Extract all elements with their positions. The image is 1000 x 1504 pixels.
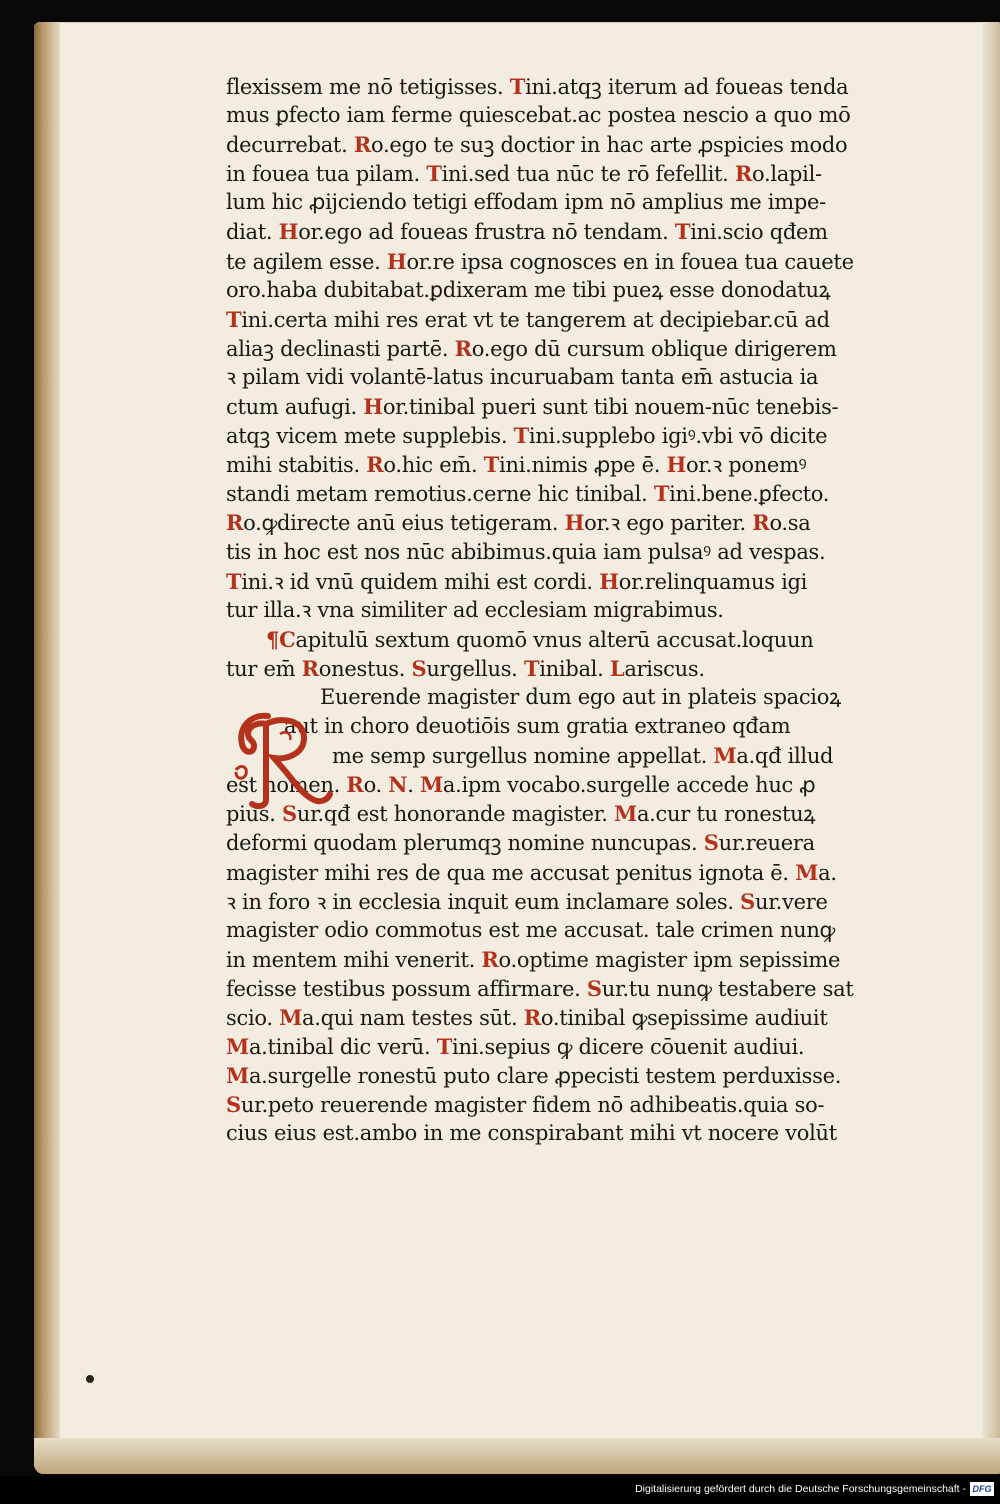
text-line xyxy=(226,828,906,857)
text-line xyxy=(226,305,906,334)
text-run: o. xyxy=(363,773,389,798)
rubric-letter: T xyxy=(426,161,442,187)
text-run: in mentem mihi venerit. xyxy=(226,947,482,972)
rubric-letter: R xyxy=(353,132,371,158)
rubric-letter: S xyxy=(586,975,602,1001)
text-run: mihi stabitis. xyxy=(226,453,367,478)
rubric-letter: T xyxy=(674,219,691,245)
rubric-letter: R xyxy=(301,655,319,681)
rubric-letter: M xyxy=(226,1063,249,1089)
text-line xyxy=(226,1032,906,1061)
rubric-letter: R xyxy=(346,772,364,798)
text-run: o.sa xyxy=(769,511,811,536)
text-run: diat. xyxy=(226,220,279,245)
text-run: apitulū sextum quomō vnus alterū accusat.loquun xyxy=(295,627,814,652)
rubric-letter: H xyxy=(564,510,585,536)
text-run: tis in hoc est nos nūc abibimus.quia iam pulsaꝰ ad vespas. xyxy=(226,539,826,564)
text-run: a.qui nam testes sūt. xyxy=(302,1006,524,1030)
text-line xyxy=(226,1003,906,1032)
rubric-letter: R xyxy=(226,510,244,536)
text-run: a.ipm vocabo.surgelle accede huc ꝓ xyxy=(442,773,816,798)
text-run: or.re ipsa cognosces en in fouea tua cauete xyxy=(406,249,854,274)
text-run: magister odio commotus est me accusat. tale crimen nunꝙ xyxy=(226,917,836,942)
text-line xyxy=(226,567,906,596)
text-run: ꝛ in foro ꝛ in ecclesia inquit eum inclamare soles. xyxy=(226,889,741,914)
text-run: ur.reuera xyxy=(718,831,815,856)
rubric-letter: M xyxy=(279,1005,303,1030)
text-run: ini.supplebo igiꝰ.vbi vō dicite xyxy=(528,424,828,449)
text-run: urgellus. xyxy=(426,656,524,681)
text-run: o.optime magister ipm sepissime xyxy=(498,947,841,972)
text-line xyxy=(226,130,906,159)
text-line xyxy=(226,101,906,130)
page-right-edge xyxy=(982,22,1000,1474)
text-line xyxy=(226,1061,906,1090)
text-run: onestus. xyxy=(318,656,412,681)
rubric-letter: T xyxy=(523,655,540,681)
rubric-letter: H xyxy=(278,219,299,245)
text-run: ini.bene.ꝑfecto. xyxy=(669,482,830,507)
text-run: o.ego dū cursum oblique dirigerem xyxy=(471,336,837,361)
rubric-letter: T xyxy=(653,481,670,507)
text-line xyxy=(226,916,906,945)
decorated-initial-r xyxy=(230,710,340,810)
text-run: ini.scio qđem xyxy=(690,220,828,245)
text-line xyxy=(226,247,906,276)
text-line xyxy=(226,945,906,974)
text-line xyxy=(226,217,906,246)
text-line xyxy=(226,508,906,537)
page-mark-dot xyxy=(86,1375,94,1383)
rubric-letter: T xyxy=(483,452,500,478)
rubric-letter: C xyxy=(279,626,296,652)
text-line xyxy=(226,625,906,654)
text-run: ariscus. xyxy=(624,656,705,681)
text-run: a. xyxy=(818,860,837,885)
text-run: or.relinquamus igi xyxy=(618,569,808,594)
text-line xyxy=(226,479,906,508)
rubric-letter: R xyxy=(734,161,753,187)
text-run: ini.sed tua nūc te rō fefellit. xyxy=(441,162,735,187)
rubric-letter: N xyxy=(388,772,408,798)
text-line xyxy=(226,72,906,101)
text-run: ini.atqꝫ iterum ad foueas tenda xyxy=(525,75,849,99)
text-run: oro.haba dubitabat.ꝑdixeram me tibi pueꝝ esse donodatuꝝ xyxy=(226,277,831,302)
text-run: or.tinibal pueri sunt tibi nouem-nūc tenebis- xyxy=(382,395,839,420)
text-run: o.ego te suꝫ doctior in hac arte ꝓspicies modo xyxy=(370,133,848,158)
text-run: scio. xyxy=(226,1006,280,1030)
text-run: pius. xyxy=(226,802,283,827)
rubric-letter: M xyxy=(419,772,443,798)
text-run: a.cur tu ronestuꝝ xyxy=(636,802,816,827)
rubric-letter: L xyxy=(609,655,625,681)
text-run: in fouea tua pilam. xyxy=(226,162,427,187)
rubric-letter: S xyxy=(740,888,756,914)
text-line xyxy=(226,683,906,712)
text-run: flexissem me nō tetigisses. xyxy=(226,75,510,99)
text-block xyxy=(226,72,906,1148)
rubric-letter: ¶ xyxy=(266,626,280,652)
rubric-letter: S xyxy=(226,1092,241,1118)
dfg-logo: DFG xyxy=(970,1482,994,1496)
text-line xyxy=(226,450,906,479)
text-run: ini.sepius ꝙ dicere cōuenit audiui. xyxy=(452,1035,805,1060)
text-run: ꝛ pilam vidi volantē-latus incuruabam tanta em̄ astucia ia xyxy=(226,364,819,389)
rubric-letter: R xyxy=(454,335,472,361)
text-run: lum hic ꝓijciendo tetigi effodam ipm nō amplius me impe- xyxy=(226,190,826,215)
text-run: a.tinibal dic verū. xyxy=(248,1035,437,1060)
rubric-letter: H xyxy=(666,452,687,478)
text-run: ctum aufugi. xyxy=(226,395,364,420)
footer-credit-text: Digitalisierung gefördert durch die Deutsche Forschungsgemeinschaft - xyxy=(635,1483,966,1495)
text-run: decurrebat. xyxy=(226,133,354,158)
rubric-letter: M xyxy=(795,859,819,885)
rubric-letter: T xyxy=(509,74,526,99)
text-run: o.tinibal ꝙsepissime audiuit xyxy=(540,1006,828,1030)
text-run: ur.tu nunꝙ testabere sat xyxy=(601,976,854,1001)
rubric-letter: H xyxy=(386,248,407,274)
text-run: a.qđ illud xyxy=(736,744,834,769)
rubric-letter: T xyxy=(513,423,529,449)
text-run: aliaꝫ declinasti partē. xyxy=(226,336,455,361)
text-run: magister mihi res de qua me accusat penitus ignota ē. xyxy=(226,860,796,885)
rubric-letter: T xyxy=(226,568,242,594)
rubric-letter: R xyxy=(481,946,499,972)
text-run: tur em̄ xyxy=(226,656,302,681)
footer-bar xyxy=(0,1476,1000,1504)
rubric-letter: M xyxy=(713,743,737,769)
rubric-letter: H xyxy=(363,394,383,420)
text-run: mus ꝑfecto iam ferme quiescebat.ac postea nescio a quo mō xyxy=(226,103,851,128)
text-run: deformi quodam plerumqꝫ nomine nuncupas. xyxy=(226,831,704,856)
text-run: ini.certa mihi res erat vt te tangerem at decipiebar.cū ad xyxy=(241,307,830,332)
text-run: est nomen. xyxy=(226,773,347,798)
text-run: inibal. xyxy=(539,656,610,681)
rubric-letter: S xyxy=(411,655,427,681)
text-run: ini.ꝛ id vnū quidem mihi est cordi. xyxy=(241,569,600,594)
page-gutter-edge xyxy=(34,22,60,1474)
text-line xyxy=(226,1119,906,1148)
rubric-letter: S xyxy=(282,801,297,827)
text-run: tur illa.ꝛ vna similiter ad ecclesiam migrabimus. xyxy=(226,597,724,622)
rubric-letter: R xyxy=(752,510,770,536)
rubric-letter: R xyxy=(523,1005,541,1030)
text-line xyxy=(226,334,906,363)
rubric-letter: M xyxy=(614,801,637,827)
text-line xyxy=(226,188,906,217)
text-line xyxy=(226,538,906,567)
text-line xyxy=(226,654,906,683)
text-run: aut in choro deuotiōis sum gratia extraneo qđam xyxy=(284,714,791,739)
page-bottom-edge xyxy=(34,1438,1000,1474)
rubric-letter: M xyxy=(226,1034,249,1060)
text-line xyxy=(226,159,906,188)
text-run: me semp surgellus nomine appellat. xyxy=(332,744,714,769)
text-line xyxy=(226,858,906,887)
text-line xyxy=(226,392,906,421)
text-line xyxy=(226,363,906,392)
text-line xyxy=(226,974,906,1003)
text-run: or.ego ad foueas frustra nō tendam. xyxy=(298,220,675,245)
text-run: atqꝫ vicem mete supplebis. xyxy=(226,424,514,449)
text-run: o.lapil- xyxy=(752,162,822,187)
text-run: o.hic em̄. xyxy=(383,453,484,478)
text-run: ur.vere xyxy=(755,889,828,914)
text-run: a.surgelle ronestū puto clare ꝓpecisti testem perduxisse. xyxy=(248,1064,842,1089)
text-run: Euerende magister dum ego aut in plateis spacioꝝ xyxy=(320,684,841,709)
text-line xyxy=(226,421,906,450)
text-line xyxy=(226,596,906,625)
text-line xyxy=(226,887,906,916)
rubric-letter: T xyxy=(226,306,242,332)
text-run: te agilem esse. xyxy=(226,249,387,274)
text-run: . xyxy=(407,773,420,798)
text-run: or.ꝛ ego pariter. xyxy=(584,511,753,536)
text-run: ur.qđ est honorande magister. xyxy=(296,802,614,827)
text-line xyxy=(226,276,906,305)
text-line xyxy=(226,1090,906,1119)
text-run: standi metam remotius.cerne hic tinibal. xyxy=(226,482,654,507)
text-run: o.ꝙdirecte anū eius tetigeram. xyxy=(243,511,565,536)
text-run: ini.nimis ꝓpe ē. xyxy=(499,453,667,478)
text-run: ur.peto reuerende magister fidem nō adhibeatis.quia so- xyxy=(240,1093,825,1118)
text-run: cius eius est.ambo in me conspirabant mihi vt nocere volūt xyxy=(226,1121,837,1146)
rubric-letter: R xyxy=(366,452,384,478)
text-run: fecisse testibus possum affirmare. xyxy=(226,976,587,1001)
rubric-letter: H xyxy=(599,568,619,594)
rubric-letter: S xyxy=(703,830,719,856)
text-run: or.ꝛ ponemꝰ xyxy=(686,453,807,478)
rubric-letter: T xyxy=(436,1034,453,1060)
